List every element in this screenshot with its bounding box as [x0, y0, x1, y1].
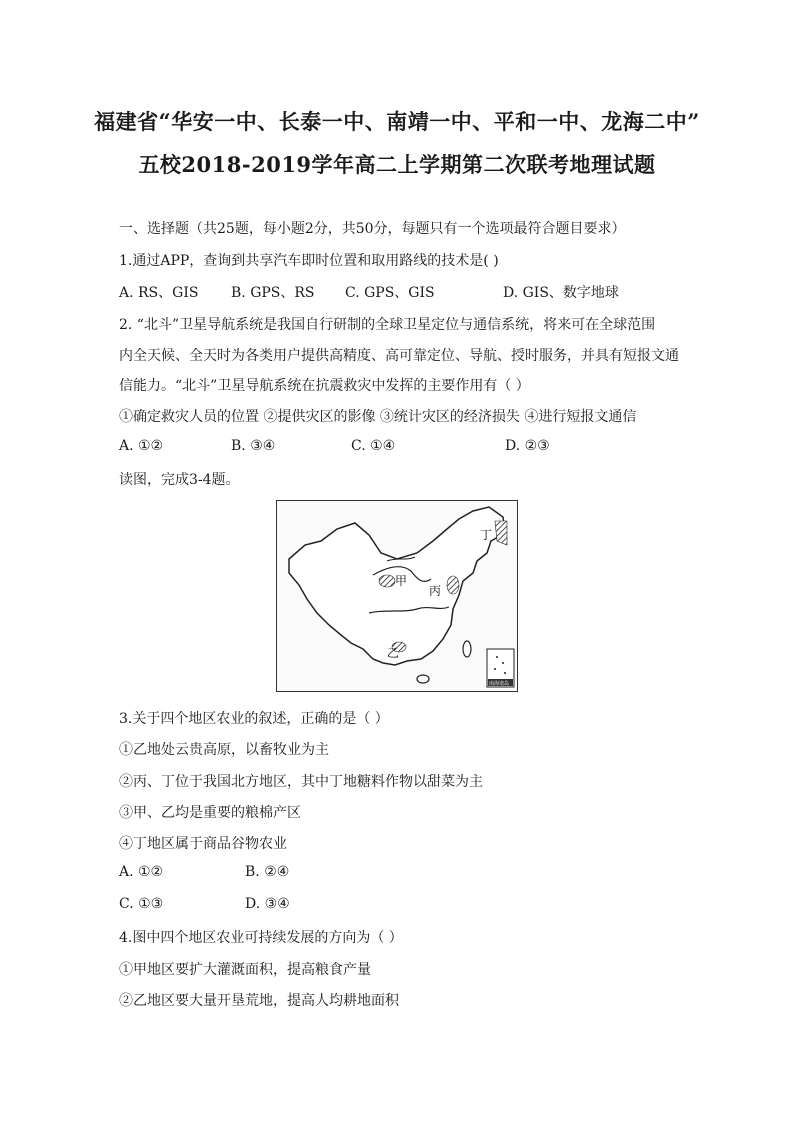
label-jia: 甲	[395, 574, 408, 588]
q4-stem: 4.图中四个地区农业可持续发展的方向为（ ）	[119, 930, 403, 946]
q3-option-b: B. ②④	[245, 864, 290, 880]
q1-option-a: A. RS、GIS	[119, 285, 199, 301]
inset-island-4	[504, 672, 506, 674]
q3-item-4: ④丁地区属于商品谷物农业	[119, 836, 287, 852]
q3-item-2: ②丙、丁位于我国北方地区，其中丁地糖料作物以甜菜为主	[119, 774, 483, 790]
q4-item-1: ①甲地区要扩大灌溉面积，提高粮食产量	[119, 962, 371, 978]
q2-option-d: D. ②③	[505, 438, 550, 454]
label-bing: 丙	[429, 584, 442, 598]
section-heading: 一、选择题（共25题，每小题2分，共50分，每题只有一个选项最符合题目要求）	[119, 221, 626, 237]
q2-option-a: A. ①②	[119, 438, 164, 454]
q1-option-d: D. GIS、数字地球	[503, 285, 619, 301]
taiwan-island	[463, 641, 471, 657]
q1-option-c: C. GPS、GIS	[345, 285, 435, 301]
q1-stem: 1.通过APP，查询到共享汽车即时位置和取用路线的技术是( )	[119, 253, 499, 269]
china-outline-map	[277, 501, 516, 690]
page-title-line-2: 五校2018-2019学年高二上学期第二次联考地理试题	[138, 152, 656, 177]
inset-island-1	[496, 656, 498, 658]
q2-option-c: C. ①④	[351, 438, 396, 454]
q3-item-3: ③甲、乙均是重要的粮棉产区	[119, 805, 301, 821]
label-ding: 丁	[480, 528, 493, 542]
page-title-line-1: 福建省“华安一中、长泰一中、南靖一中、平和一中、龙海二中”	[94, 109, 700, 134]
region-ding-hatch	[495, 521, 507, 545]
q4-item-2: ②乙地区要大量开垦荒地，提高人均耕地面积	[119, 993, 399, 1009]
q3-item-1: ①乙地处云贵高原，以畜牧业为主	[119, 742, 329, 758]
inset-caption: 南海诸岛	[489, 681, 510, 687]
read-map-instruction: 读图，完成3-4题。	[119, 472, 240, 488]
q3-option-a: A. ①②	[119, 864, 164, 880]
inset-island-3	[494, 668, 496, 670]
label-yi: 乙	[387, 646, 400, 660]
china-map-figure	[276, 500, 518, 692]
inset-island-2	[502, 662, 504, 664]
q2-stem-line-1: 2. “北斗”卫星导航系统是我国自行研制的全球卫星定位与通信系统，将来可在全球范围	[119, 317, 656, 333]
q3-option-d: D. ③④	[245, 896, 290, 912]
region-bing-hatch	[447, 576, 459, 594]
q2-stem-line-2: 内全天候、全天时为各类用户提供高精度、高可靠定位、导航、授时服务，并具有短报文通	[119, 348, 679, 364]
q2-items: ①确定救灾人员的位置 ②提供灾区的影像 ③统计灾区的经济损失 ④进行短报文通信	[119, 409, 637, 425]
hainan-island	[417, 675, 429, 683]
q1-option-b: B. GPS、RS	[231, 285, 315, 301]
q2-option-b: B. ③④	[231, 438, 276, 454]
q3-stem: 3.关于四个地区农业的叙述，正确的是（ ）	[119, 711, 389, 727]
q3-option-c: C. ①③	[119, 896, 164, 912]
q2-stem-line-3: 信能力。“北斗”卫星导航系统在抗震救灾中发挥的主要作用有（ ）	[119, 378, 530, 394]
region-jia-hatch	[379, 575, 395, 587]
